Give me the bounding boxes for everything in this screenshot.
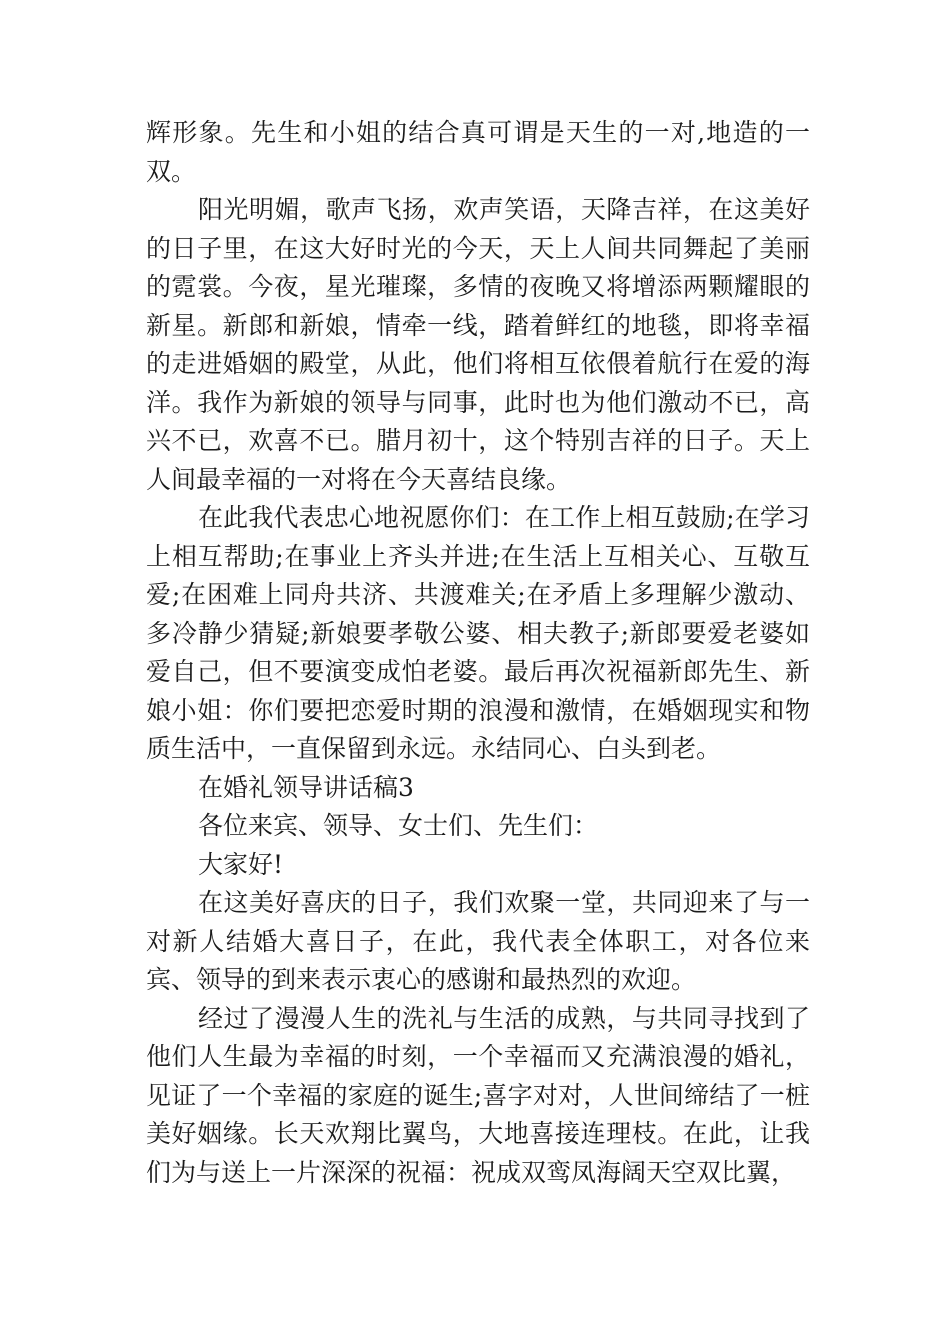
salutation: 各位来宾、领导、女士们、先生们：: [198, 811, 599, 840]
greeting: 大家好!: [198, 849, 284, 879]
section-heading: 在婚礼领导讲话稿3: [198, 772, 414, 802]
paragraph-wishes: 在此我代表忠心地祝愿你们：在工作上相互鼓励;在学习上相互帮助;在事业上齐头并进;在生活上互相关心、互敬互爱;在困难上同舟共济、共渡难关;在矛盾上多理解少激动、多冷静少猜疑;新娘要孝敬公婆、相夫教子;新郎要爱老婆如爱自己，但不要演变成怕老婆。最后再次祝福新郎先生、新娘小姐：你们要把恋爱时期的浪漫和激情，在婚姻现实和物质生活中，一直保留到永远。永结同心、白头到老。: [146, 503, 810, 763]
paragraph-blessing-sunshine: 阳光明媚，歌声飞扬，欢声笑语，天降吉祥，在这美好的日子里，在这大好时光的今天，天上人间共同舞起了美丽的霓裳。今夜，星光璀璨，多情的夜晚又将增添两颗耀眼的新星。新郎和新娘，情牵一线，踏着鲜红的地毯，即将幸福的走进婚姻的殿堂，从此，他们将相互依偎着航行在爱的海洋。我作为新娘的领导与同事，此时也为他们激动不已，高兴不已，欢喜不已。腊月初十，这个特别吉祥的日子。天上人间最幸福的一对将在今天喜结良缘。: [146, 195, 810, 494]
paragraph-continuation: 辉形象。先生和小姐的结合真可谓是天生的一对,地造的一双。: [146, 118, 810, 186]
paragraph-celebration: 经过了漫漫人生的洗礼与生活的成熟，与共同寻找到了他们人生最为幸福的时刻，一个幸福而又充满浪漫的婚礼，见证了一个幸福的家庭的诞生;喜字对对，人世间缔结了一桩美好姻缘。长天欢翔比翼鸟，大地喜接连理枝。在此，让我们为与送上一片深深的祝福：祝成双鸾凤海阔天空双比翼，: [146, 1003, 810, 1187]
paragraph-welcome: 在这美好喜庆的日子，我们欢聚一堂，共同迎来了与一对新人结婚大喜日子，在此，我代表全体职工，对各位来宾、领导的到来表示衷心的感谢和最热烈的欢迎。: [146, 888, 810, 994]
document-body: [146, 114, 810, 1192]
